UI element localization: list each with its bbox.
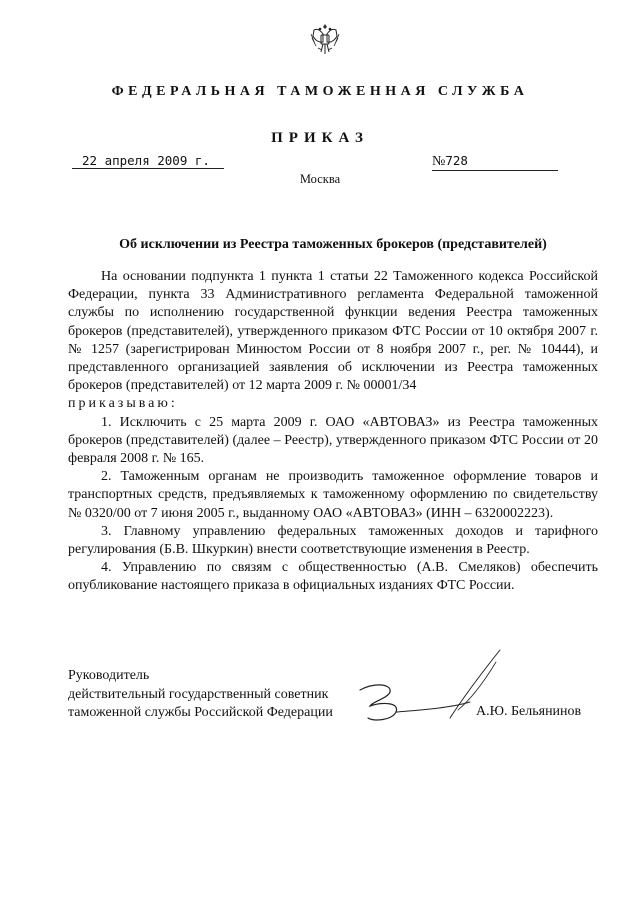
agency-name: ФЕДЕРАЛЬНАЯ ТАМОЖЕННАЯ СЛУЖБА xyxy=(111,84,529,99)
order-word: приказываю: xyxy=(68,396,178,412)
order-item-3: 3. Главному управлению федеральных таможенных доходов и тарифного регулирования (Б.В. Шкуркин) внести соответствующие изменения в Реестр. xyxy=(68,523,598,558)
signatory-name: А.Ю. Бельянинов xyxy=(476,704,582,719)
city: Москва xyxy=(299,172,341,186)
order-item-4: 4. Управлению по связям с общественностью (А.В. Смеляков) обеспечить опубликование настоящего приказа в официальных изданиях ФТС России. xyxy=(68,560,598,594)
order-number: 728 xyxy=(445,153,468,168)
number-prefix: № xyxy=(432,154,446,169)
order-body xyxy=(68,268,598,596)
signatory-line-2: действительный государственный советник xyxy=(68,686,329,702)
signatory-line-3: таможенной службы Российской Федерации xyxy=(68,705,333,720)
order-number-line xyxy=(432,153,558,171)
signatory-line-1: Руководитель xyxy=(68,668,150,683)
russian-coat-of-arms-icon xyxy=(308,22,342,60)
signatory-position xyxy=(68,667,333,723)
order-date: 22 апреля 2009 г. xyxy=(72,153,224,169)
preamble-paragraph: На основании подпункта 1 пункта 1 статьи 22 Таможенного кодекса Российской Федерации, пункта 33 Административного регламента Федеральной таможенной службы по исполнению государственной функции ведения Реестра таможенных брокеров (представителей), утвержденного приказом ФТС России от 10 октября 2007 г. № 1257 (зарегистрирован Минюстом России от 8 ноября 2007 г., рег. № 10444), и представленного организацией заявления об исключении из Реестра таможенных брокеров (представителей) от 12 марта 2009 г. № 00001/34 xyxy=(68,269,598,394)
order-subject: Об исключении из Реестра таможенных брокеров (представителей) xyxy=(119,237,547,252)
document-type: ПРИКАЗ xyxy=(271,130,369,146)
order-item-1: 1. Исключить с 25 марта 2009 г. ОАО «АВТОВАЗ» из Реестра таможенных брокеров (представителей) (далее – Реестр), утвержденного приказом ФТС России от 20 февраля 2008 г. № 165. xyxy=(68,414,598,467)
order-item-2: 2. Таможенным органам не производить таможенное оформление товаров и транспортных средств, предъявляемых к таможенному оформлению по свидетельству № 0320/00 от 7 июня 2005 г., выданному ОАО «АВТОВАЗ» (ИНН – 6320002223). xyxy=(68,469,598,521)
